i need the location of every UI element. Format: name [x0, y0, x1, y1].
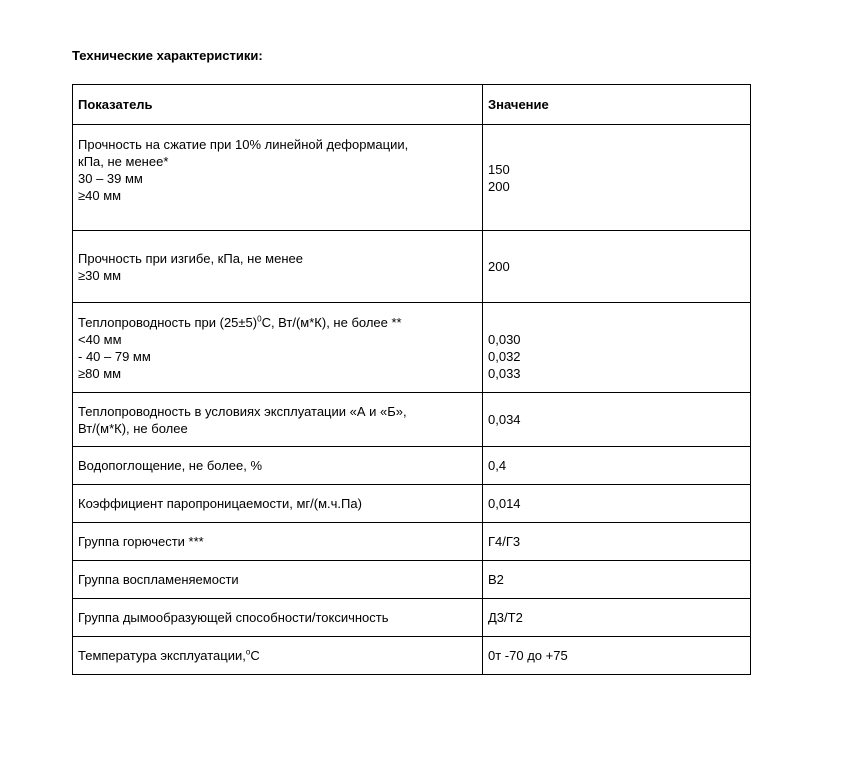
param-line: ≥80 мм	[78, 365, 122, 381]
param-line: <40 мм	[78, 331, 122, 347]
param-line: Прочность на сжатие при 10% линейной деформации,	[78, 137, 409, 152]
header-value: Значение	[483, 85, 751, 125]
value-cell: Д3/Т2	[483, 599, 751, 637]
table-row	[73, 561, 751, 599]
param-line: Прочность при изгибе, кПа, не менее	[78, 250, 303, 266]
param-cell: Коэффициент паропроницаемости, мг/(м.ч.Па)	[73, 485, 483, 523]
value-cell: 0,014	[483, 485, 751, 523]
superscript: 0	[257, 314, 262, 324]
param-cell	[73, 125, 483, 231]
value-cell	[483, 393, 751, 447]
table-row	[73, 125, 751, 231]
param-line: Вт/(м*К), не более	[78, 420, 188, 436]
header-parameter: Показатель	[73, 85, 483, 125]
value-cell	[483, 303, 751, 393]
value-cell: 0т -70 до +75	[483, 637, 751, 675]
param-cell: Группа воспламеняемости	[73, 561, 483, 599]
page-title: Технические характеристики:	[72, 48, 263, 63]
value-cell: 0,4	[483, 447, 751, 485]
value-line: 0,032	[488, 348, 521, 364]
param-cell: Водопоглощение, не более, %	[73, 447, 483, 485]
value-line: 0,030	[488, 331, 521, 347]
value-line: 0,033	[488, 365, 521, 381]
param-cell	[73, 303, 483, 393]
param-line: ≥40 мм	[78, 188, 122, 203]
param-cell: Температура эксплуатации,$^о$С	[73, 637, 483, 675]
value-line: 0,034	[488, 412, 521, 427]
value-line: 200	[488, 178, 510, 194]
value-line: 150	[488, 161, 510, 177]
table-row	[73, 303, 751, 393]
value-cell	[483, 231, 751, 303]
value-line: 200	[488, 259, 510, 274]
param-cell	[73, 393, 483, 447]
table-row	[73, 599, 751, 637]
param-line: 30 – 39 мм	[78, 171, 143, 186]
param-cell: Группа дымообразующей способности/токсичность	[73, 599, 483, 637]
param-line: кПа, не менее*	[78, 154, 169, 169]
param-line: Теплопроводность при $(25\pm 5)^0С$, Вт/(м*К), не более **	[78, 314, 402, 330]
param-cell	[73, 231, 483, 303]
table-header-row	[73, 85, 751, 125]
param-line: ≥30 мм	[78, 267, 122, 283]
table-row	[73, 231, 751, 303]
param-cell: Группа горючести ***	[73, 523, 483, 561]
value-cell: Г4/Г3	[483, 523, 751, 561]
table-row	[73, 393, 751, 447]
param-line: - 40 – 79 мм	[78, 348, 151, 364]
param-line: Теплопроводность в условиях эксплуатации «А и «Б»,	[78, 403, 407, 419]
table-row	[73, 523, 751, 561]
value-cell: В2	[483, 561, 751, 599]
table-row	[73, 447, 751, 485]
value-cell	[483, 125, 751, 231]
superscript: о	[245, 647, 251, 657]
table-row	[73, 485, 751, 523]
table-row	[73, 637, 751, 675]
specs-table	[72, 84, 751, 675]
